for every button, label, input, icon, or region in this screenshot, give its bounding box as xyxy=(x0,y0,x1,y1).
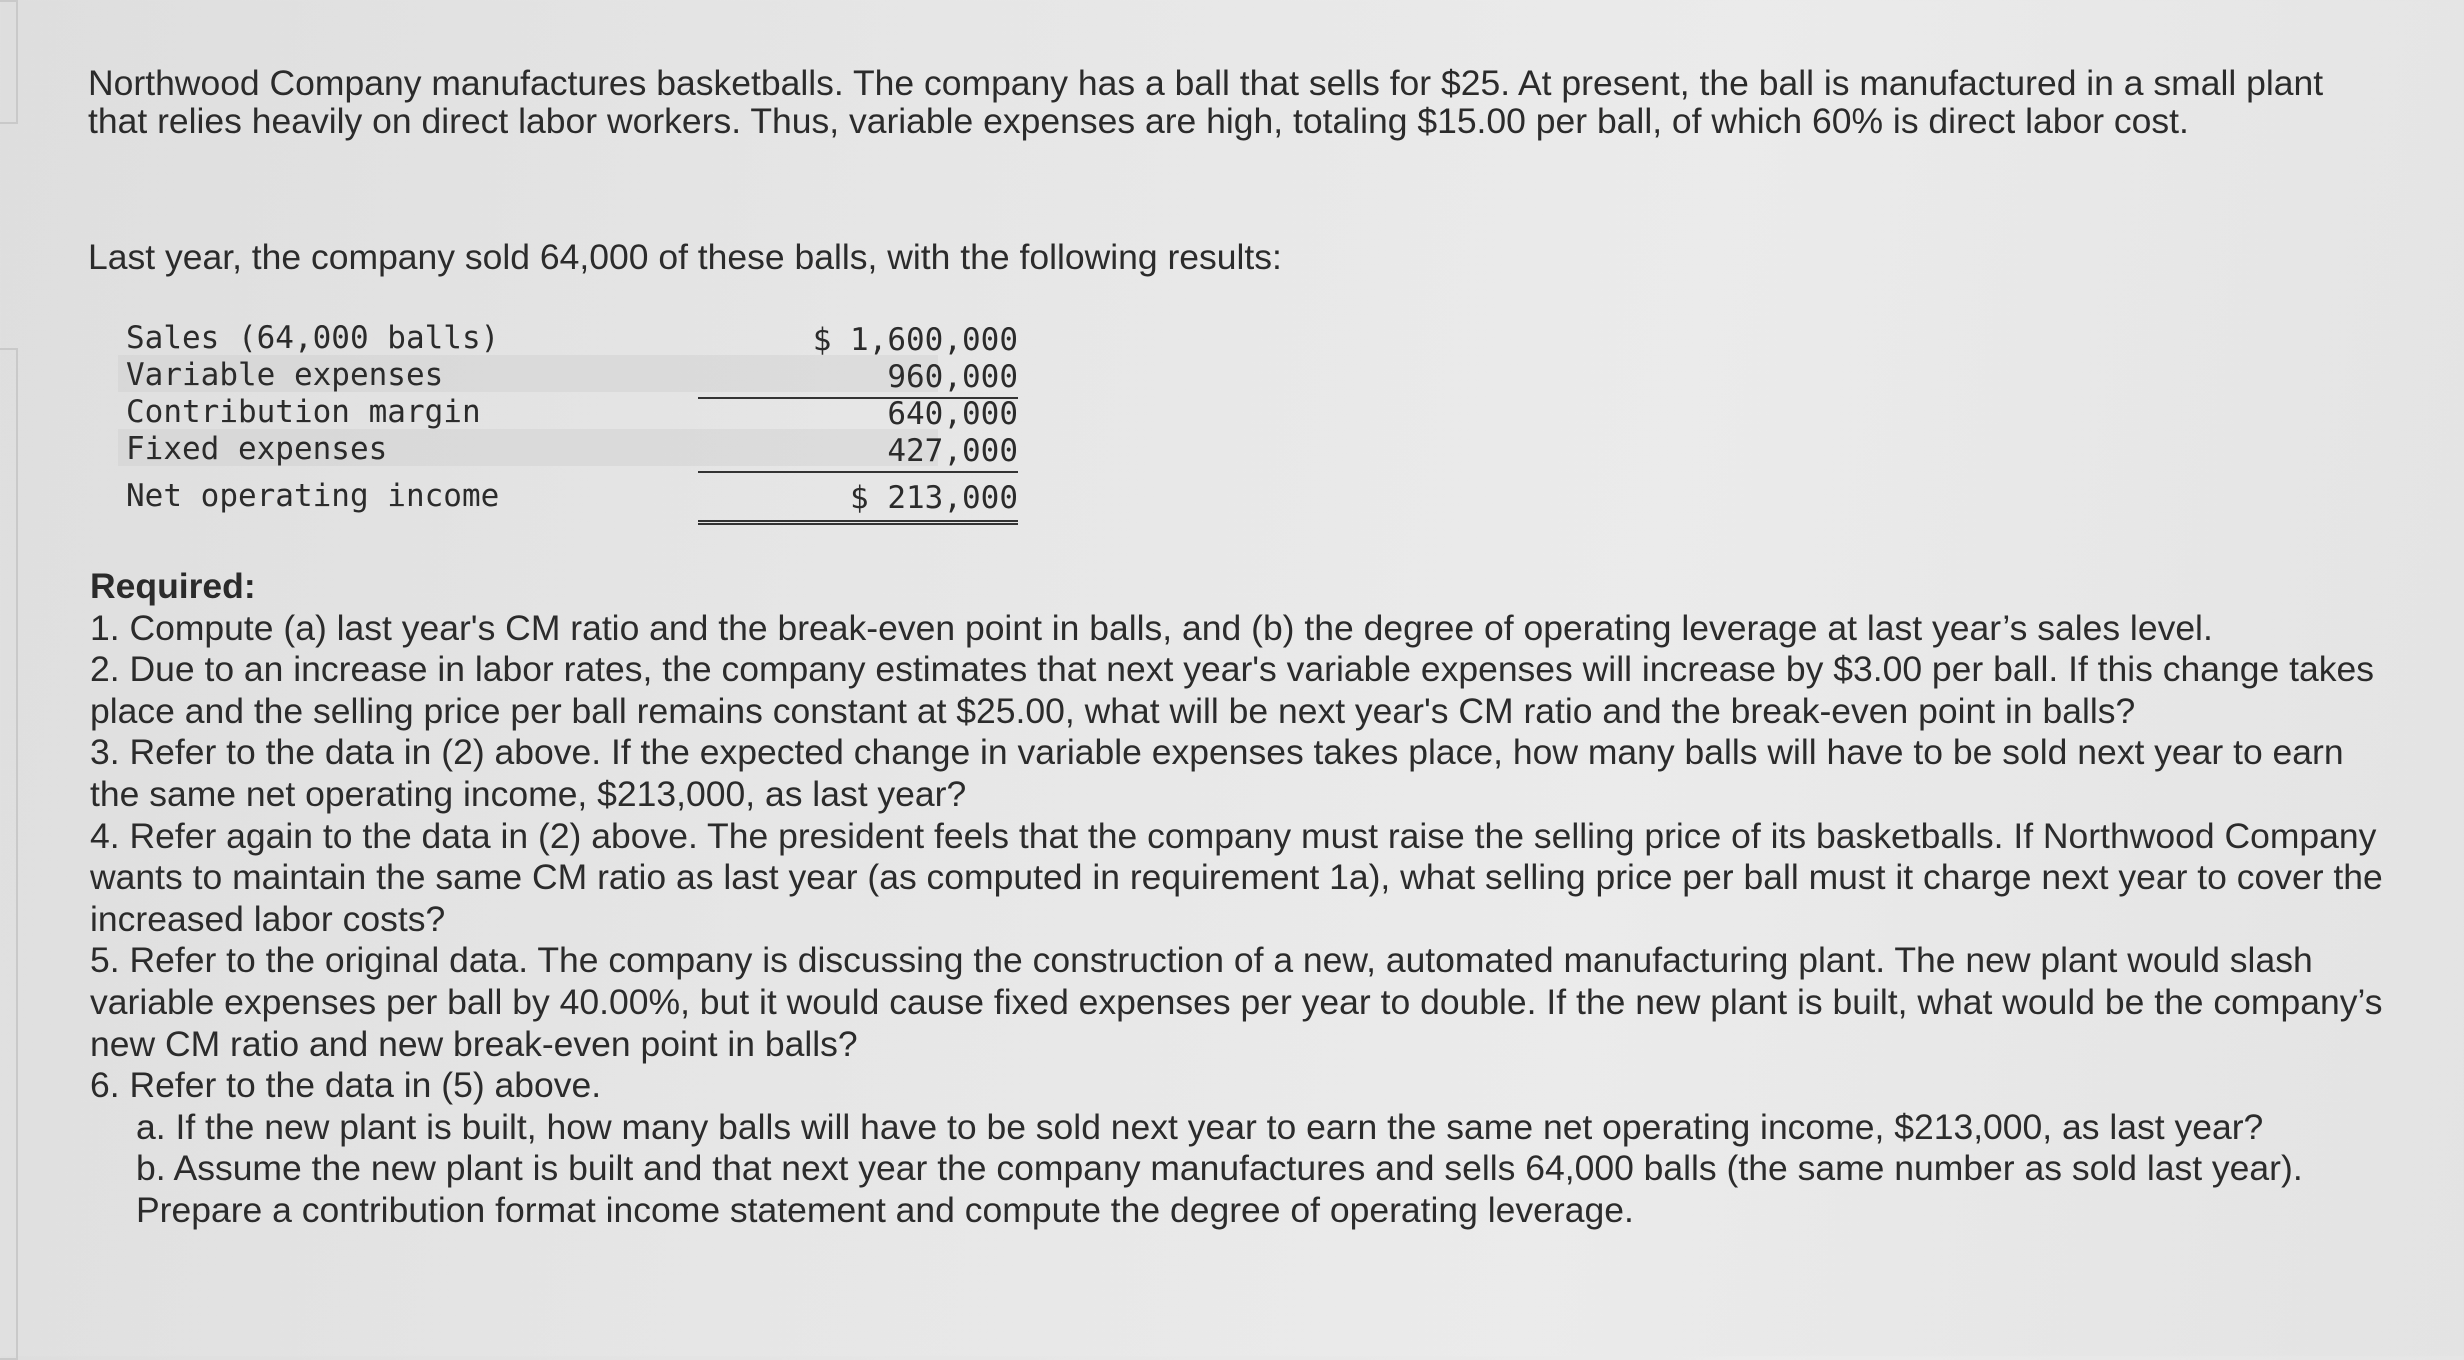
requirement-6a: a. If the new plant is built, how many balls will have to be sold next year to earn the same net operating income, $213,000, as last year? xyxy=(136,1106,2264,1147)
requirement-1: 1. Compute (a) last year's CM ratio and the break-even point in balls, and (b) the degree of operating leverage at last year’s sales level. xyxy=(90,607,2213,648)
requirement-6: 6. Refer to the data in (5) above. xyxy=(90,1065,602,1106)
statement-amount: $ 213,000 xyxy=(698,480,1018,525)
intro-paragraph: Northwood Company manufactures basketballs. The company has a ball that sells for $25. At present, the ball is manufactured in a small plant that relies heavily on direct labor workers. Thus, variable expenses are high, totaling $15.00 per ball, of which 60% is direct labor cost. xyxy=(88,63,2324,141)
requirement-3: 3. Refer to the data in (2) above. If the expected change in variable expenses takes place, how many balls will have to be sold next year to earn the same net operating income, $213,000, as last year? xyxy=(90,732,2344,814)
statement-row-sales xyxy=(118,318,1018,358)
statement-row-variable-expenses xyxy=(118,355,1018,395)
statement-row-fixed-expenses xyxy=(118,429,1018,469)
statement-amount: 427,000 xyxy=(698,433,1018,473)
requirement-4: 4. Refer again to the data in (2) above. The president feels that the company must raise the selling price of its basketballs. If Northwood Company wants to maintain the same CM ratio as last year (as computed in requirement 1a), what selling price per ball must it charge next year to cover the increased labor costs? xyxy=(90,815,2383,939)
income-statement xyxy=(118,318,1018,516)
statement-amount: $ 1,600,000 xyxy=(812,322,1018,358)
statement-amount: 960,000 xyxy=(698,359,1018,399)
statement-label: Contribution margin xyxy=(126,394,481,430)
statement-label: Sales (64,000 balls) xyxy=(126,320,500,356)
requirement-6b: b. Assume the new plant is built and that next year the company manufactures and sells 64,000 balls (the same number as sold last year). Prepare a contribution format income statement and compute the degree of operating leverage. xyxy=(136,1148,2303,1230)
statement-amount: 640,000 xyxy=(887,396,1018,432)
required-heading: Required: xyxy=(90,566,256,606)
statement-label: Fixed expenses xyxy=(126,431,388,467)
required-section xyxy=(90,566,2390,1232)
requirement-5: 5. Refer to the original data. The company is discussing the construction of a new, automated manufacturing plant. The new plant would slash variable expenses per ball by 40.00%, but it would cause fixed expenses per year to double. If the new plant is built, what would be the company’s new CM ratio and new break-even point in balls? xyxy=(90,940,2383,1064)
page-edge-mark xyxy=(0,0,18,124)
statement-row-contribution-margin xyxy=(118,392,1018,432)
last-year-paragraph: Last year, the company sold 64,000 of these balls, with the following results: xyxy=(88,237,1282,277)
statement-label: Net operating income xyxy=(126,478,500,514)
page-edge-mark xyxy=(0,348,18,1360)
requirement-2: 2. Due to an increase in labor rates, the company estimates that next year's variable expenses will increase by $3.00 per ball. If this change takes place and the selling price per ball remains constant at $25.00, what will be next year's CM ratio and the break-even point in balls? xyxy=(90,649,2374,731)
statement-row-net-operating-income xyxy=(118,476,1018,516)
statement-label: Variable expenses xyxy=(126,357,444,393)
